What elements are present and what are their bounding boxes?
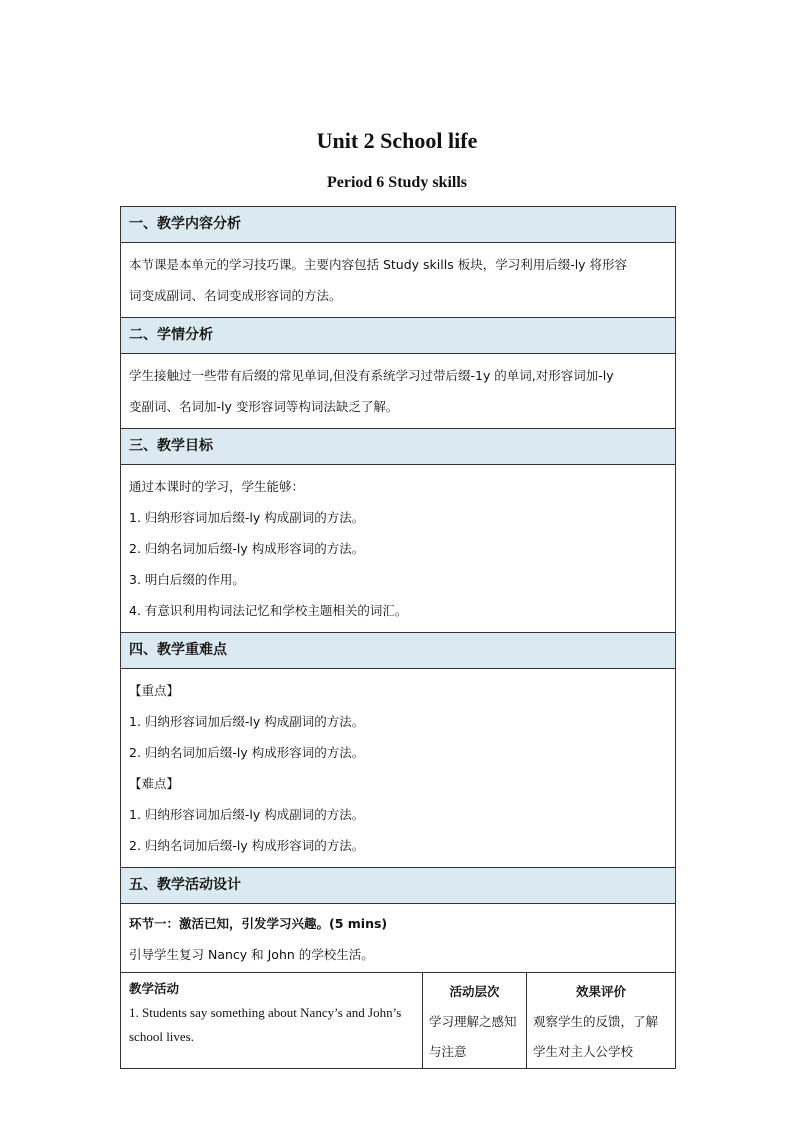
section-body-key-points [121,669,675,868]
text-line: 1. 归纳形容词加后缀-ly 构成副词的方法。 [129,807,365,822]
text-line: 2. 归纳名词加后缀-ly 构成形容词的方法。 [129,541,365,556]
page-subtitle: Period 6 Study skills [326,174,468,191]
text-line: 变副词、名词加-ly 变形容词等构词法缺乏了解。 [129,399,399,414]
lesson-plan-table [120,206,676,1069]
text-line: 本节课是本单元的学习技巧课。主要内容包括 Study skills 板块，学习利用后缀-ly 将形容 [129,257,628,272]
section-body-stage [121,904,675,973]
text-line: 1. 归纳形容词加后缀-ly 构成副词的方法。 [129,714,365,729]
section-body-objectives [121,465,675,633]
section-heading-key-points: 四、教学重难点 [121,633,675,669]
text-line: 3. 明白后缀的作用。 [129,572,245,587]
text-line: 4. 有意识利用构词法记忆和学校主题相关的词汇。 [129,603,408,618]
section-heading-objectives: 三、教学目标 [121,429,675,465]
text-line: 2. 归纳名词加后缀-ly 构成形容词的方法。 [129,838,365,853]
level-text: 学习理解之感知与注意 [429,1014,517,1059]
text-line: 【难点】 [129,776,180,791]
evaluation-text: 观察学生的反馈，了解学生对主人公学校 [533,1014,659,1059]
text-line: 1. 归纳形容词加后缀-ly 构成副词的方法。 [129,510,365,525]
stage-description: 引导学生复习 Nancy 和 John 的学校生活。 [129,947,374,962]
evaluation-column-header: 效果评价 [575,984,626,999]
activity-column [121,973,423,1068]
section-heading-activity-design: 五、教学活动设计 [121,868,675,904]
text-line: 词变成副词、名词变成形容词的方法。 [129,288,342,303]
level-column-header: 活动层次 [449,984,500,999]
text-line: 2. 归纳名词加后缀-ly 构成形容词的方法。 [129,745,365,760]
text-line: 【重点】 [129,683,180,698]
activity-row [121,973,675,1068]
activity-column-header: 教学活动 [129,981,180,996]
section-heading-student-analysis: 二、学情分析 [121,318,675,354]
page-title: Unit 2 School life [316,128,478,153]
stage-title: 环节一：激活已知，引发学习兴趣。(5 mins) [129,916,388,931]
section-heading-content-analysis: 一、教学内容分析 [121,207,675,243]
text-line: 通过本课时的学习，学生能够： [129,479,305,494]
section-body-student-analysis [121,354,675,429]
level-column [423,973,527,1068]
evaluation-column [527,973,675,1068]
activity-text: 1. Students say something about Nancy’s and John’s school lives. [129,1005,402,1044]
section-body-content-analysis [121,243,675,318]
text-line: 学生接触过一些带有后缀的常见单词,但没有系统学习过带后缀-1y 的单词,对形容词加-ly [129,368,614,383]
